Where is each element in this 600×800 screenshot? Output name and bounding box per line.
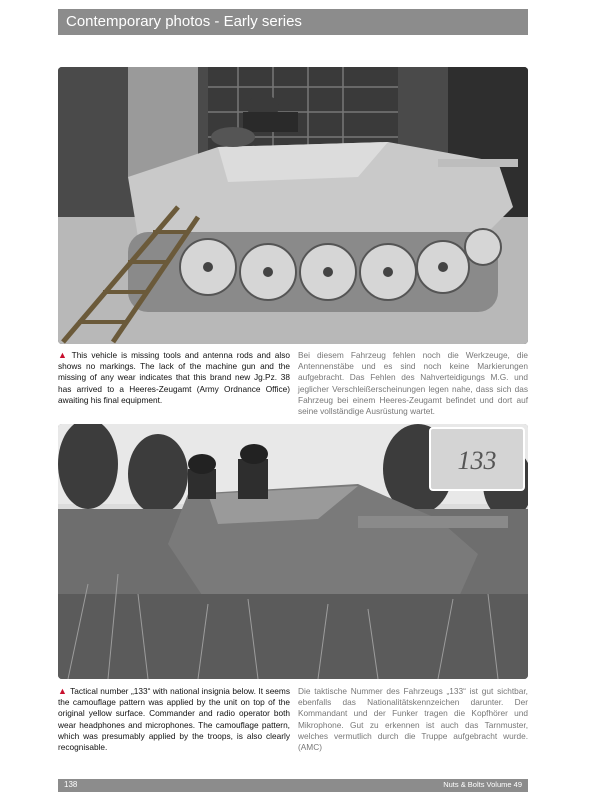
caption1-english bbox=[58, 350, 290, 406]
caption2-german bbox=[298, 686, 528, 753]
photo-tank-hangar-illustration bbox=[58, 67, 528, 344]
page-title: Contemporary photos - Early series bbox=[66, 13, 302, 30]
caption1-english-text: This vehicle is missing tools and antenna rods and also shows no markings. The lack of the machine gun and the missing of any wear indicates that this brand new Jg.Pz. 38 has arrived to a Heeres-Zeugamt (Army Ordnance Office) awaiting his final equipment. bbox=[58, 350, 290, 405]
publication-name: Nuts & Bolts Volume 49 bbox=[443, 780, 522, 789]
photo-tank-hangar bbox=[58, 67, 528, 344]
page-number: 138 bbox=[64, 780, 78, 789]
caption2-german-text: Die taktische Nummer des Fahrzeugs „133“ ist gut sichtbar, ebenfalls das Nationalitätskennzeichen darunter. Der Kommandant und der Funker tragen die Kopfhörer und Mikrophone. Gut zu erkennen ist auch das Tarnmuster, welches vermutlich durch die Truppe aufgebracht wurde. (AMC) bbox=[298, 686, 528, 753]
caption-marker-icon: ▲ bbox=[58, 686, 68, 696]
caption1-german-text: Bei diesem Fahrzeug fehlen noch die Werkzeuge, die Antennenstäbe und es sind noch keine Markierungen aufgebracht. Das Fehlen des Nahverteidigungs M.G. und jeglicher Verschleißerscheinungen legen nahe, dass sich das Fahrzeug bei einem Heeres-Zeugamt befindet und dort auf seine vollständige Ausrüstung wartet. bbox=[298, 350, 528, 417]
caption-marker-icon: ▲ bbox=[58, 350, 69, 360]
page-footer-bar bbox=[58, 779, 528, 792]
photo-tank-field bbox=[58, 424, 528, 679]
caption1-german bbox=[298, 350, 528, 417]
caption2-english-text: Tactical number „133“ with national insignia below. It seems the camouflage pattern was applied by the unit on top of the original yellow surface. Commander and radio operator both wear headphones and microphones. The camouflage pattern, which was presumably applied by the troops, is also clearly recognisable. bbox=[58, 686, 290, 753]
inset-number-text: 133 bbox=[457, 446, 497, 475]
photo-tank-field-illustration bbox=[58, 424, 528, 679]
caption2-english bbox=[58, 686, 290, 753]
page-header-bar bbox=[58, 9, 528, 35]
